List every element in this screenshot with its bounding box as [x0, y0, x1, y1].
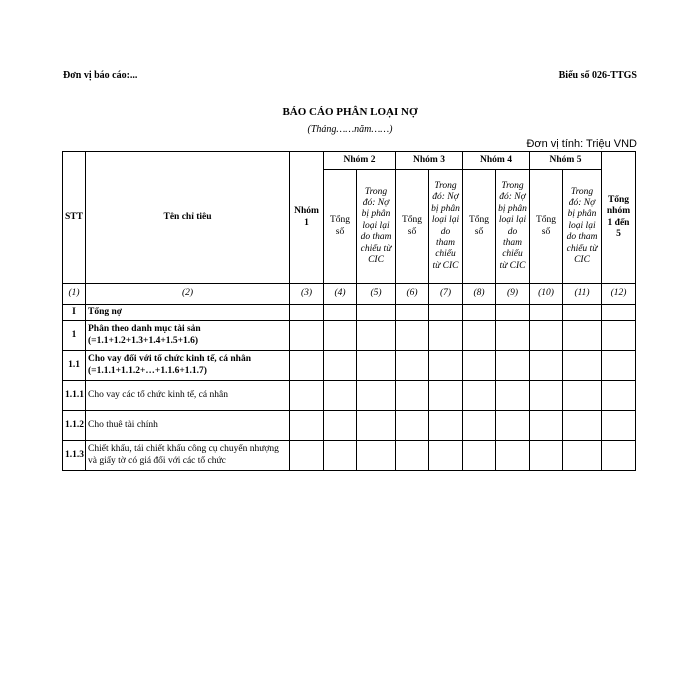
group3-cic-header: Trong đó: Nợ bị phân loại lại do tham chiếu từ CIC: [429, 170, 463, 284]
data-cell[interactable]: [602, 441, 636, 471]
currency-unit: Đơn vị tính: Triệu VND: [526, 138, 637, 150]
index-cell: (9): [496, 284, 530, 305]
row-name: Cho vay các tổ chức kinh tế, cá nhân: [86, 381, 290, 411]
data-cell[interactable]: [396, 321, 429, 351]
form-code: Biểu số 026-TTGS: [558, 70, 637, 81]
table-row: [63, 381, 636, 411]
group2-total-header: Tổng số: [324, 170, 357, 284]
row-stt: 1.1: [63, 351, 86, 381]
data-cell[interactable]: [290, 441, 324, 471]
data-cell[interactable]: [290, 305, 324, 321]
index-cell: (12): [602, 284, 636, 305]
data-cell[interactable]: [429, 381, 463, 411]
data-cell[interactable]: [429, 441, 463, 471]
group4-total-header: Tổng số: [463, 170, 496, 284]
index-cell: (2): [86, 284, 290, 305]
header-row-groups: [63, 152, 636, 170]
data-cell[interactable]: [530, 381, 563, 411]
row-stt: 1.1.3: [63, 441, 86, 471]
data-cell[interactable]: [496, 411, 530, 441]
data-cell[interactable]: [563, 321, 602, 351]
group5-total-header: Tổng số: [530, 170, 563, 284]
data-cell[interactable]: [530, 305, 563, 321]
data-cell[interactable]: [463, 441, 496, 471]
col-group1-header: Nhóm 1: [290, 152, 324, 284]
data-cell[interactable]: [496, 351, 530, 381]
data-cell[interactable]: [563, 441, 602, 471]
data-cell[interactable]: [463, 381, 496, 411]
data-cell[interactable]: [463, 351, 496, 381]
row-stt: 1: [63, 321, 86, 351]
data-cell[interactable]: [429, 305, 463, 321]
data-cell[interactable]: [357, 381, 396, 411]
data-cell[interactable]: [602, 351, 636, 381]
col-name-header: Tên chỉ tiêu: [86, 152, 290, 284]
data-cell[interactable]: [602, 305, 636, 321]
data-cell[interactable]: [496, 305, 530, 321]
row-name: Cho thuê tài chính: [86, 411, 290, 441]
data-cell[interactable]: [290, 381, 324, 411]
data-cell[interactable]: [496, 321, 530, 351]
data-cell[interactable]: [357, 351, 396, 381]
data-cell[interactable]: [396, 305, 429, 321]
group4-cic-header: Trong đó: Nợ bị phân loại lại do tham chiếu từ CIC: [496, 170, 530, 284]
group3-header: Nhóm 3: [396, 152, 463, 170]
table-row: [63, 321, 636, 351]
data-cell[interactable]: [429, 321, 463, 351]
index-cell: (6): [396, 284, 429, 305]
table-row: [63, 351, 636, 381]
data-cell[interactable]: [290, 321, 324, 351]
index-cell: (5): [357, 284, 396, 305]
data-cell[interactable]: [563, 411, 602, 441]
index-cell: (1): [63, 284, 86, 305]
data-cell[interactable]: [463, 411, 496, 441]
data-cell[interactable]: [324, 305, 357, 321]
report-title: BÁO CÁO PHÂN LOẠI NỢ: [282, 106, 418, 118]
data-cell[interactable]: [496, 441, 530, 471]
reporting-unit-label: Đơn vị báo cáo:...: [63, 70, 138, 81]
data-cell[interactable]: [463, 321, 496, 351]
index-cell: (11): [563, 284, 602, 305]
row-name: Tổng nợ: [86, 305, 290, 321]
index-cell: (3): [290, 284, 324, 305]
data-cell[interactable]: [429, 411, 463, 441]
row-stt: I: [63, 305, 86, 321]
data-cell[interactable]: [357, 305, 396, 321]
group3-total-header: Tổng số: [396, 170, 429, 284]
data-cell[interactable]: [602, 381, 636, 411]
data-cell[interactable]: [530, 411, 563, 441]
data-cell[interactable]: [563, 351, 602, 381]
col-stt-header: STT: [63, 152, 86, 284]
group5-cic-header: Trong đó: Nợ bị phân loại lại do tham chiếu từ CIC: [563, 170, 602, 284]
row-name: Phân theo danh mục tài sản (=1.1+1.2+1.3+1.4+1.5+1.6): [86, 321, 290, 351]
data-cell[interactable]: [530, 321, 563, 351]
data-cell[interactable]: [324, 411, 357, 441]
group4-header: Nhóm 4: [463, 152, 530, 170]
data-cell[interactable]: [396, 411, 429, 441]
data-cell[interactable]: [290, 351, 324, 381]
col-total-header: Tổng nhóm 1 đến 5: [602, 152, 636, 284]
group2-cic-header: Trong đó: Nợ bị phân loại lại do tham chiếu từ CIC: [357, 170, 396, 284]
data-cell[interactable]: [357, 411, 396, 441]
data-cell[interactable]: [396, 441, 429, 471]
column-index-row: [63, 284, 636, 305]
data-cell[interactable]: [357, 441, 396, 471]
group5-header: Nhóm 5: [530, 152, 602, 170]
data-cell[interactable]: [496, 381, 530, 411]
data-cell[interactable]: [530, 441, 563, 471]
index-cell: (4): [324, 284, 357, 305]
table-row: [63, 441, 636, 471]
data-cell[interactable]: [324, 381, 357, 411]
data-cell[interactable]: [602, 321, 636, 351]
data-cell[interactable]: [324, 351, 357, 381]
index-cell: (10): [530, 284, 563, 305]
data-cell[interactable]: [396, 351, 429, 381]
data-cell[interactable]: [396, 381, 429, 411]
data-cell[interactable]: [290, 411, 324, 441]
data-cell[interactable]: [429, 351, 463, 381]
table-row: [63, 305, 636, 321]
debt-classification-table: [62, 151, 636, 471]
report-period: (Tháng……năm……): [307, 124, 393, 135]
row-name: Cho vay đối với tổ chức kinh tế, cá nhân (=1.1.1+1.1.2+…+1.1.6+1.1.7): [86, 351, 290, 381]
data-cell[interactable]: [324, 441, 357, 471]
row-name: Chiết khấu, tái chiết khấu công cụ chuyển nhượng và giấy tờ có giá đối với các tổ chức: [86, 441, 290, 471]
row-stt: 1.1.1: [63, 381, 86, 411]
group2-header: Nhóm 2: [324, 152, 396, 170]
data-cell[interactable]: [530, 351, 563, 381]
data-cell[interactable]: [563, 381, 602, 411]
data-cell[interactable]: [463, 305, 496, 321]
table-row: [63, 411, 636, 441]
data-cell[interactable]: [324, 321, 357, 351]
data-cell[interactable]: [602, 411, 636, 441]
index-cell: (7): [429, 284, 463, 305]
data-cell[interactable]: [357, 321, 396, 351]
index-cell: (8): [463, 284, 496, 305]
data-cell[interactable]: [563, 305, 602, 321]
row-stt: 1.1.2: [63, 411, 86, 441]
